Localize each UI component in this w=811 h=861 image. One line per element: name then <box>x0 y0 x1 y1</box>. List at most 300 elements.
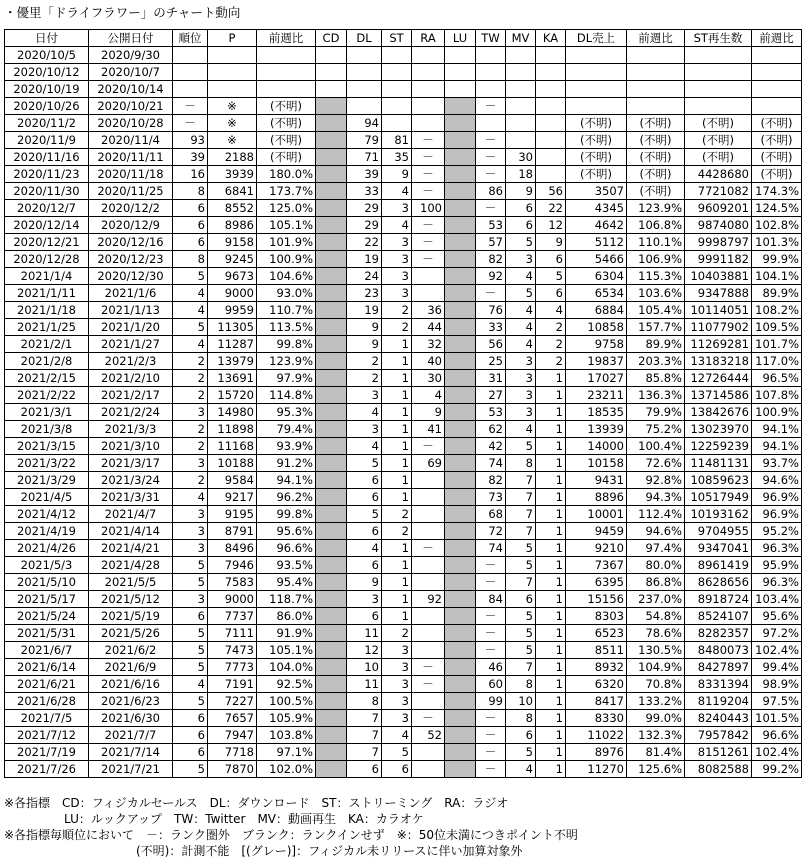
table-cell: 89.9% <box>752 285 802 302</box>
table-cell: 6 <box>506 217 536 234</box>
table-row <box>5 81 802 98</box>
table-cell: (不明) <box>685 115 752 132</box>
table-cell <box>412 693 445 710</box>
table-cell <box>316 438 347 455</box>
table-cell: (不明) <box>627 149 685 166</box>
table-cell: 2020/10/21 <box>89 98 173 115</box>
table-cell: 99.0% <box>627 710 685 727</box>
table-cell: 82 <box>476 251 506 268</box>
table-cell: 97.2% <box>752 625 802 642</box>
table-row <box>5 319 802 336</box>
table-row <box>5 115 802 132</box>
table-cell: 5 <box>506 642 536 659</box>
table-cell: 4 <box>382 183 412 200</box>
table-cell: 5 <box>173 557 208 574</box>
table-cell: 8986 <box>208 217 257 234</box>
table-cell <box>316 489 347 506</box>
table-cell: 4 <box>382 727 412 744</box>
table-cell: (不明) <box>752 166 802 183</box>
table-cell: 96.6% <box>752 727 802 744</box>
table-cell: 1 <box>536 608 566 625</box>
table-cell: － <box>412 251 445 268</box>
table-cell: 2020/12/2 <box>89 200 173 217</box>
table-cell: (不明) <box>627 166 685 183</box>
table-cell <box>316 285 347 302</box>
table-cell: 8628656 <box>685 574 752 591</box>
table-cell: 2021/7/7 <box>89 727 173 744</box>
table-cell <box>506 81 536 98</box>
table-cell <box>445 81 476 98</box>
table-cell: 3 <box>173 591 208 608</box>
table-cell: － <box>412 234 445 251</box>
table-cell <box>316 251 347 268</box>
table-cell <box>412 64 445 81</box>
table-cell: － <box>412 659 445 676</box>
table-cell: 19 <box>347 302 382 319</box>
table-cell: 1 <box>382 387 412 404</box>
table-cell: 2 <box>173 370 208 387</box>
table-cell: 75.2% <box>627 421 685 438</box>
table-cell: 62 <box>476 421 506 438</box>
table-cell <box>347 47 382 64</box>
table-cell: 4345 <box>566 200 627 217</box>
table-row <box>5 166 802 183</box>
table-cell: 25 <box>476 353 506 370</box>
table-cell: 11270 <box>566 761 627 778</box>
table-cell <box>445 217 476 234</box>
table-cell: 4 <box>506 302 536 319</box>
table-cell: 1 <box>382 574 412 591</box>
table-cell <box>445 251 476 268</box>
table-cell: 8496 <box>208 540 257 557</box>
table-cell <box>412 285 445 302</box>
table-cell: 157.7% <box>627 319 685 336</box>
table-cell: 3 <box>382 268 412 285</box>
table-cell: 106.8% <box>627 217 685 234</box>
table-cell: 13691 <box>208 370 257 387</box>
table-cell: 13023970 <box>685 421 752 438</box>
table-cell: － <box>412 132 445 149</box>
table-cell: 2021/7/5 <box>5 710 89 727</box>
table-cell: 2021/5/19 <box>89 608 173 625</box>
table-cell: 24 <box>347 268 382 285</box>
table-cell: 9874080 <box>685 217 752 234</box>
table-cell: 11 <box>347 625 382 642</box>
table-cell <box>412 506 445 523</box>
table-cell: 2020/12/21 <box>5 234 89 251</box>
table-cell: 29 <box>347 200 382 217</box>
table-cell <box>685 81 752 98</box>
table-cell: 2020/12/23 <box>89 251 173 268</box>
table-cell: 2020/10/28 <box>89 115 173 132</box>
table-cell <box>445 608 476 625</box>
table-cell: 2020/10/7 <box>89 64 173 81</box>
table-cell: 1 <box>382 438 412 455</box>
table-cell: 8 <box>347 693 382 710</box>
column-header: DL <box>347 30 382 47</box>
table-cell <box>257 47 316 64</box>
table-cell: 9 <box>347 336 382 353</box>
table-cell: 23211 <box>566 387 627 404</box>
table-cell: 2021/6/16 <box>89 676 173 693</box>
table-cell: 92 <box>476 268 506 285</box>
table-cell <box>445 744 476 761</box>
table-cell: 96.5% <box>752 370 802 387</box>
table-cell <box>316 268 347 285</box>
table-cell: 7718 <box>208 744 257 761</box>
table-cell: 6 <box>173 608 208 625</box>
table-cell: 8524107 <box>685 608 752 625</box>
table-cell: 3 <box>506 404 536 421</box>
table-cell: 78.6% <box>627 625 685 642</box>
table-cell: 95.6% <box>257 523 316 540</box>
table-cell <box>476 81 506 98</box>
table-cell: 4 <box>347 404 382 421</box>
table-cell <box>316 676 347 693</box>
table-cell: 105.9% <box>257 710 316 727</box>
table-cell: 2021/2/24 <box>89 404 173 421</box>
table-cell: 2020/12/7 <box>5 200 89 217</box>
table-cell: 6 <box>347 761 382 778</box>
table-cell: 6 <box>173 217 208 234</box>
table-cell: 2020/11/2 <box>5 115 89 132</box>
table-cell: 5 <box>382 744 412 761</box>
table-cell: 124.5% <box>752 200 802 217</box>
table-cell: 8331394 <box>685 676 752 693</box>
table-cell <box>316 472 347 489</box>
table-cell: 13714586 <box>685 387 752 404</box>
table-cell: 1 <box>536 710 566 727</box>
table-cell: 1 <box>382 455 412 472</box>
table-cell: 2021/2/3 <box>89 353 173 370</box>
table-cell: 9195 <box>208 506 257 523</box>
table-cell <box>316 64 347 81</box>
table-cell: 7 <box>347 710 382 727</box>
table-cell: 125.6% <box>627 761 685 778</box>
table-cell: 112.4% <box>627 506 685 523</box>
table-cell: 8932 <box>566 659 627 676</box>
table-cell: 56 <box>536 183 566 200</box>
table-row <box>5 727 802 744</box>
table-cell: 44 <box>412 319 445 336</box>
table-cell: 101.3% <box>752 234 802 251</box>
table-row <box>5 608 802 625</box>
table-cell <box>382 47 412 64</box>
table-cell <box>316 200 347 217</box>
table-cell: 3 <box>173 540 208 557</box>
table-cell: 3 <box>173 523 208 540</box>
table-cell: 1 <box>536 370 566 387</box>
table-cell <box>316 149 347 166</box>
table-cell: 2020/10/12 <box>5 64 89 81</box>
table-cell: － <box>476 200 506 217</box>
table-cell: 7737 <box>208 608 257 625</box>
table-cell <box>476 64 506 81</box>
column-header: 日付 <box>5 30 89 47</box>
table-cell: － <box>476 132 506 149</box>
table-cell: 99.9% <box>752 251 802 268</box>
table-cell: 79.4% <box>257 421 316 438</box>
table-cell: 95.3% <box>257 404 316 421</box>
table-cell: 4 <box>173 336 208 353</box>
table-cell: 3 <box>173 404 208 421</box>
table-cell: 1 <box>536 591 566 608</box>
table-cell <box>316 98 347 115</box>
table-cell: 96.3% <box>752 574 802 591</box>
table-cell: 2021/5/31 <box>5 625 89 642</box>
table-cell: － <box>476 710 506 727</box>
table-cell: 94 <box>347 115 382 132</box>
table-cell: 100.4% <box>627 438 685 455</box>
table-cell <box>627 98 685 115</box>
table-cell: 1 <box>536 676 566 693</box>
table-cell: 2020/9/30 <box>89 47 173 64</box>
table-cell: 1 <box>382 608 412 625</box>
table-cell: 101.5% <box>752 710 802 727</box>
table-cell: 71 <box>347 149 382 166</box>
table-cell: 5 <box>506 744 536 761</box>
table-row <box>5 438 802 455</box>
table-cell: 2 <box>382 319 412 336</box>
table-cell <box>536 64 566 81</box>
table-cell: (不明) <box>257 115 316 132</box>
table-cell: 9991182 <box>685 251 752 268</box>
table-cell <box>627 64 685 81</box>
table-cell: 2021/4/19 <box>5 523 89 540</box>
table-cell: 2021/3/1 <box>5 404 89 421</box>
table-cell: 100.9% <box>752 404 802 421</box>
table-cell: 6320 <box>566 676 627 693</box>
table-cell: 2020/12/16 <box>89 234 173 251</box>
table-cell <box>173 81 208 98</box>
table-cell: 1 <box>536 455 566 472</box>
table-cell <box>536 132 566 149</box>
table-cell: 1 <box>536 489 566 506</box>
legend-line: LU：ルックアップ TW：Twitter MV：動画再生 KA：カラオケ <box>4 812 424 826</box>
table-cell: 97.5% <box>752 693 802 710</box>
table-cell: 5 <box>173 659 208 676</box>
table-row <box>5 540 802 557</box>
column-header: ST <box>382 30 412 47</box>
table-cell: (不明) <box>257 98 316 115</box>
table-cell: 1 <box>382 557 412 574</box>
table-cell: 4 <box>536 302 566 319</box>
table-cell: 1 <box>536 693 566 710</box>
table-cell: 95.2% <box>752 523 802 540</box>
column-header: 前週比 <box>752 30 802 47</box>
table-cell: 8303 <box>566 608 627 625</box>
table-cell: 1 <box>536 574 566 591</box>
table-cell <box>412 744 445 761</box>
table-cell: 11022 <box>566 727 627 744</box>
table-cell: 4 <box>173 302 208 319</box>
table-cell: 79.9% <box>627 404 685 421</box>
table-cell: 17027 <box>566 370 627 387</box>
table-cell: 2 <box>173 472 208 489</box>
table-cell: 92.5% <box>257 676 316 693</box>
table-cell: 2020/11/4 <box>89 132 173 149</box>
table-cell <box>412 472 445 489</box>
table-cell: － <box>476 625 506 642</box>
table-cell: 9959 <box>208 302 257 319</box>
table-cell: 6841 <box>208 183 257 200</box>
table-cell: 70.8% <box>627 676 685 693</box>
table-cell: 86.8% <box>627 574 685 591</box>
table-cell: 2021/7/26 <box>5 761 89 778</box>
table-cell: 81 <box>382 132 412 149</box>
table-cell: － <box>412 166 445 183</box>
table-cell <box>506 47 536 64</box>
table-cell: 12 <box>347 642 382 659</box>
table-cell: 1 <box>382 591 412 608</box>
table-cell: 86.0% <box>257 608 316 625</box>
table-cell: 93.7% <box>752 455 802 472</box>
table-cell: － <box>476 642 506 659</box>
table-cell: 9000 <box>208 285 257 302</box>
table-cell: 3 <box>382 659 412 676</box>
table-cell: 54.8% <box>627 608 685 625</box>
table-cell <box>412 761 445 778</box>
table-cell <box>752 47 802 64</box>
table-cell: 4428680 <box>685 166 752 183</box>
table-cell: 173.7% <box>257 183 316 200</box>
table-cell: 2021/5/5 <box>89 574 173 591</box>
table-cell: 85.8% <box>627 370 685 387</box>
table-cell: 6884 <box>566 302 627 319</box>
table-cell: 11168 <box>208 438 257 455</box>
table-row <box>5 217 802 234</box>
table-cell: 1 <box>536 557 566 574</box>
table-cell: 7473 <box>208 642 257 659</box>
table-cell <box>316 234 347 251</box>
table-cell: 5466 <box>566 251 627 268</box>
table-cell: 74 <box>476 455 506 472</box>
table-cell: 2021/4/28 <box>89 557 173 574</box>
table-cell: 100 <box>412 200 445 217</box>
table-cell: 1 <box>536 727 566 744</box>
table-cell: 102.8% <box>752 217 802 234</box>
table-cell <box>445 506 476 523</box>
table-cell: 10193162 <box>685 506 752 523</box>
table-row <box>5 523 802 540</box>
table-cell: 2021/3/22 <box>5 455 89 472</box>
table-cell: 12 <box>536 217 566 234</box>
table-cell: 53 <box>476 217 506 234</box>
table-cell: 2021/1/11 <box>5 285 89 302</box>
table-cell: 3 <box>173 455 208 472</box>
table-cell <box>316 455 347 472</box>
table-cell: 5 <box>536 268 566 285</box>
table-cell: 7111 <box>208 625 257 642</box>
table-cell <box>257 81 316 98</box>
table-cell <box>316 608 347 625</box>
table-cell: 3 <box>382 676 412 693</box>
table-cell: 5 <box>506 540 536 557</box>
table-cell: 10 <box>347 659 382 676</box>
table-cell <box>445 115 476 132</box>
table-cell: 101.7% <box>752 336 802 353</box>
table-cell: － <box>476 166 506 183</box>
table-row <box>5 557 802 574</box>
table-cell: 9 <box>347 319 382 336</box>
table-cell: 203.3% <box>627 353 685 370</box>
table-cell: 74 <box>476 540 506 557</box>
table-cell: 53 <box>476 404 506 421</box>
table-cell: 105.1% <box>257 642 316 659</box>
table-cell: 1 <box>382 489 412 506</box>
legend <box>4 795 578 859</box>
table-row <box>5 676 802 693</box>
table-cell: 2 <box>536 336 566 353</box>
table-cell: 8480073 <box>685 642 752 659</box>
table-cell: 8151261 <box>685 744 752 761</box>
table-cell: 2020/11/25 <box>89 183 173 200</box>
table-cell: － <box>476 744 506 761</box>
table-cell: 2021/6/14 <box>5 659 89 676</box>
column-header: 前週比 <box>627 30 685 47</box>
legend-line: (不明)：計測不能 [(グレー)]：フィジカル未リリースに伴い加算対象外 <box>4 844 523 858</box>
table-cell: 94.6% <box>627 523 685 540</box>
table-cell: 5 <box>347 506 382 523</box>
table-cell: 107.8% <box>752 387 802 404</box>
table-cell <box>536 98 566 115</box>
table-cell: 3 <box>347 421 382 438</box>
table-cell: 22 <box>536 200 566 217</box>
table-cell: 22 <box>347 234 382 251</box>
table-cell: 9210 <box>566 540 627 557</box>
table-cell: 14980 <box>208 404 257 421</box>
table-cell: 6 <box>173 710 208 727</box>
table-cell: － <box>412 217 445 234</box>
table-cell: 7 <box>506 523 536 540</box>
table-cell: 6 <box>347 472 382 489</box>
table-cell <box>382 81 412 98</box>
table-cell: ※ <box>208 132 257 149</box>
table-cell: 96.2% <box>257 489 316 506</box>
table-cell: 13939 <box>566 421 627 438</box>
table-cell: 105.1% <box>257 217 316 234</box>
table-cell: (不明) <box>627 115 685 132</box>
table-cell: 3 <box>347 591 382 608</box>
table-cell: 2 <box>347 353 382 370</box>
table-row <box>5 336 802 353</box>
table-cell: 7721082 <box>685 183 752 200</box>
table-cell: － <box>412 676 445 693</box>
table-cell <box>445 659 476 676</box>
table-cell: 8417 <box>566 693 627 710</box>
table-cell <box>506 132 536 149</box>
table-cell <box>506 115 536 132</box>
table-cell <box>445 761 476 778</box>
table-cell: 2021/6/21 <box>5 676 89 693</box>
table-cell: 5 <box>506 557 536 574</box>
table-cell <box>445 183 476 200</box>
table-cell <box>173 47 208 64</box>
table-cell: 9217 <box>208 489 257 506</box>
table-cell: 10158 <box>566 455 627 472</box>
table-cell: 9584 <box>208 472 257 489</box>
table-cell: 102.0% <box>257 761 316 778</box>
table-cell: 2021/3/24 <box>89 472 173 489</box>
table-cell: 2021/7/21 <box>89 761 173 778</box>
table-cell: 2 <box>536 353 566 370</box>
table-cell: 7773 <box>208 659 257 676</box>
table-cell: 110.1% <box>627 234 685 251</box>
table-cell <box>445 132 476 149</box>
table-cell: 6 <box>173 744 208 761</box>
table-cell: 5 <box>173 642 208 659</box>
table-cell: 1 <box>536 540 566 557</box>
